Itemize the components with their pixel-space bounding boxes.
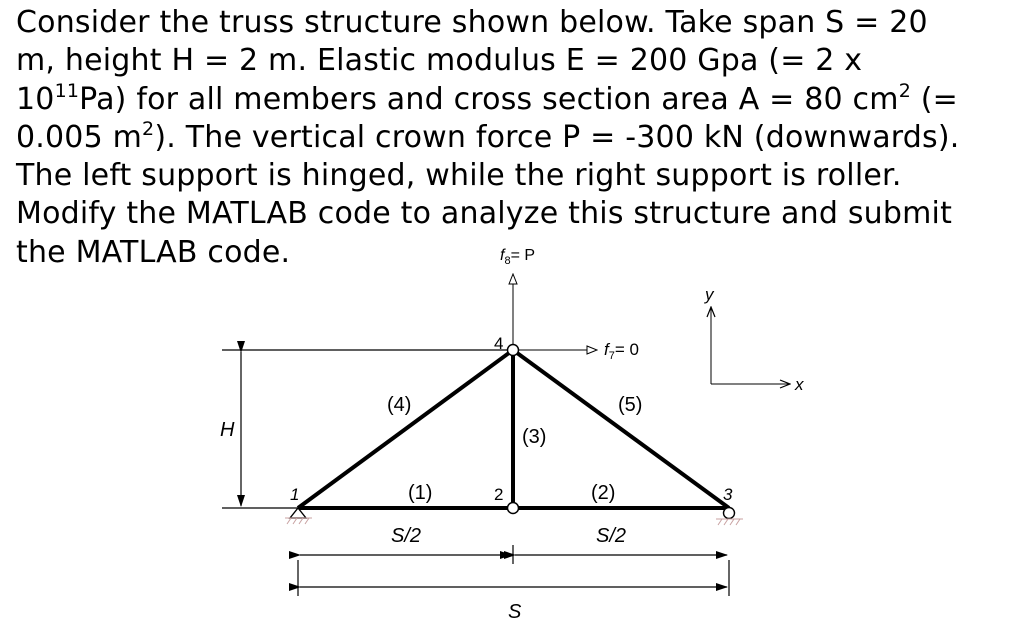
node-2-label: 2 (494, 485, 504, 504)
force-f7-equals: = 0 (614, 340, 639, 359)
problem-line-4-exponent: 2 (142, 117, 155, 140)
axis-x-label: x (795, 375, 804, 394)
force-f8-equals: = P (510, 247, 536, 264)
member-1-label: (1) (408, 482, 433, 504)
problem-line-1: Consider the truss structure shown below. Take span S = 20 (16, 5, 928, 40)
force-f8-symbol: f (500, 247, 505, 264)
node-2-circle (508, 503, 519, 514)
member-4-line (298, 350, 513, 508)
force-f8-label (500, 247, 535, 267)
problem-line-3-exponent-2: 2 (898, 79, 911, 102)
axis-y-label: y (705, 285, 714, 304)
hinge-support (285, 508, 312, 524)
node-4-label: 4 (494, 334, 504, 353)
problem-line-7: the MATLAB code. (16, 234, 291, 270)
member-5-label: (5) (618, 394, 643, 416)
problem-line-5: The left support is hinged, while the right support is roller. (16, 158, 902, 194)
roller-support (716, 508, 743, 526)
height-label: H (220, 419, 235, 441)
force-f7-label (604, 340, 639, 362)
problem-line-4-a: 0.005 m (16, 119, 143, 155)
node-4-circle (508, 345, 519, 356)
member-4-label: (4) (387, 394, 412, 416)
half-span-right-label: S/2 (596, 525, 627, 547)
force-f7-subscript: 7 (608, 350, 615, 362)
problem-line-6: Modify the MATLAB code to analyze this structure and submit (16, 196, 953, 232)
problem-line-3-exponent: 11 (54, 79, 80, 102)
problem-line-3-c: (= (910, 81, 958, 117)
half-span-left-label: S/2 (391, 525, 422, 547)
span-label: S (508, 601, 522, 622)
axes-icon (711, 307, 790, 384)
force-f8-subscript: 8 (504, 255, 511, 267)
problem-line-2: m, height H = 2 m. Elastic modulus E = 200 Gpa (= 2 x (16, 43, 863, 79)
node-3-label: 3 (723, 485, 733, 504)
problem-line-3-b: Pa) for all members and cross section area A = 80 cm (79, 81, 899, 117)
member-3-label: (3) (522, 426, 547, 448)
problem-line-4-b: ). The vertical crown force P = -300 kN (downwards). (154, 119, 960, 155)
node-1-label: 1 (290, 485, 300, 504)
force-f7-symbol: f (604, 340, 609, 359)
member-2-label: (2) (591, 482, 616, 504)
problem-line-3-a: 10 (16, 81, 55, 117)
